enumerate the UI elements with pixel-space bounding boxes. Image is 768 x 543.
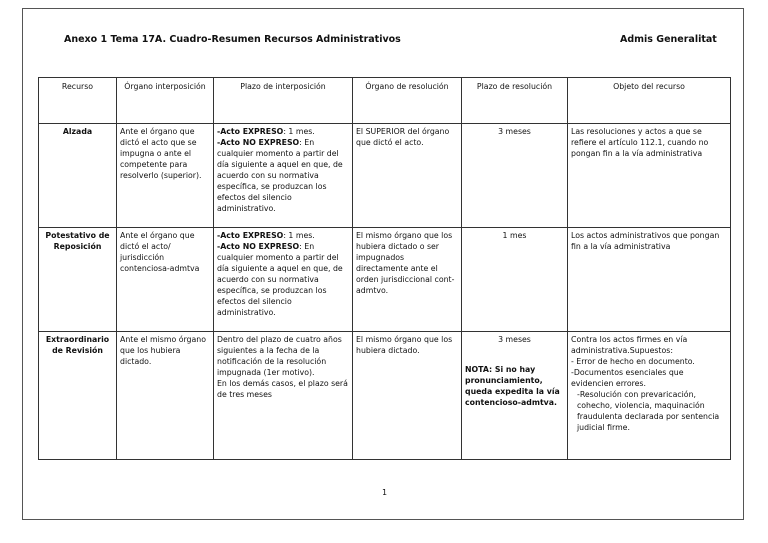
table-row bbox=[39, 124, 731, 228]
no-expreso-label: -Acto NO EXPRESO bbox=[217, 138, 300, 147]
recurso-cell: Alzada bbox=[39, 124, 117, 228]
no-expreso-text: : En cualquier momento a partir del día siguiente a aquel en que, de acuerdo con su normativa específica, se produzcan los efectos del silencio administrativo. bbox=[217, 138, 343, 213]
objeto-cell: Las resoluciones y actos a que se refiere el artículo 112.1, cuando no pongan fin a la vía administrativa bbox=[568, 124, 731, 228]
organo-interposicion-cell: Ante el mismo órgano que los hubiera dictado. bbox=[117, 332, 214, 460]
objeto-line: Contra los actos firmes en vía administrativa.Supuestos: bbox=[571, 335, 688, 355]
plazo-paragraph: Dentro del plazo de cuatro años siguientes a la fecha de la notificación de la resolución impugnada (1er motivo). bbox=[217, 335, 342, 377]
organo-resolucion-cell: El mismo órgano que los hubiera dictado. bbox=[353, 332, 462, 460]
organo-interposicion-cell: Ante el órgano que dictó el acto que se impugna o ante el competente para resolverlo (superior). bbox=[117, 124, 214, 228]
objeto-line: -Documentos esenciales que evidencien errores. bbox=[571, 368, 684, 388]
plazo-interposicion-cell bbox=[214, 228, 353, 332]
table-header-row bbox=[39, 78, 731, 124]
column-header: Plazo de resolución bbox=[462, 78, 568, 124]
page-number: 1 bbox=[382, 488, 388, 497]
table-row bbox=[39, 228, 731, 332]
plazo-resolucion-cell: 3 meses bbox=[462, 124, 568, 228]
column-header: Recurso bbox=[39, 78, 117, 124]
plazo-interposicion-cell bbox=[214, 124, 353, 228]
objeto-line: -Resolución con prevaricación, cohecho, violencia, maquinación fraudulenta declarada por sentencia judicial firme. bbox=[577, 390, 720, 432]
table-row bbox=[39, 332, 731, 460]
expreso-label: -Acto EXPRESO bbox=[217, 127, 284, 136]
plazo-interposicion-cell bbox=[214, 332, 353, 460]
recurso-cell: Extraordinario de Revisión bbox=[39, 332, 117, 460]
organo-resolucion-cell: El SUPERIOR del órgano que dictó el acto. bbox=[353, 124, 462, 228]
objeto-cell bbox=[568, 332, 731, 460]
expreso-label: -Acto EXPRESO bbox=[217, 231, 284, 240]
summary-table bbox=[38, 77, 731, 460]
column-header: Órgano interposición bbox=[117, 78, 214, 124]
nota-text: NOTA: Si no hay pronunciamiento, queda expedita la vía contencioso-admtva. bbox=[465, 365, 560, 407]
objeto-cell: Los actos administrativos que pongan fin a la vía administrativa bbox=[568, 228, 731, 332]
document-header-right: Admis Generalitat bbox=[620, 34, 717, 45]
recurso-cell: Potestativo de Reposición bbox=[39, 228, 117, 332]
column-header: Plazo de interposición bbox=[214, 78, 353, 124]
plazo-resolucion-cell: 1 mes bbox=[462, 228, 568, 332]
plazo-paragraph: En los demás casos, el plazo será de tres meses bbox=[217, 379, 348, 399]
objeto-line: - Error de hecho en documento. bbox=[571, 357, 695, 366]
document-title: Anexo 1 Tema 17A. Cuadro-Resumen Recursos Administrativos bbox=[64, 34, 401, 45]
column-header: Objeto del recurso bbox=[568, 78, 731, 124]
organo-interposicion-cell: Ante el órgano que dictó el acto/ jurisdicción contenciosa-admtva bbox=[117, 228, 214, 332]
column-header: Órgano de resolución bbox=[353, 78, 462, 124]
plazo-resolucion-value: 3 meses bbox=[498, 335, 531, 344]
plazo-resolucion-cell bbox=[462, 332, 568, 460]
expreso-text: : 1 mes. bbox=[283, 127, 315, 136]
no-expreso-label: -Acto NO EXPRESO bbox=[217, 242, 300, 251]
no-expreso-text: : En cualquier momento a partir del día siguiente a aquel en que, de acuerdo con su normativa específica, se produzcan los efectos del silencio administrativo. bbox=[217, 242, 343, 317]
expreso-text: : 1 mes. bbox=[283, 231, 315, 240]
organo-resolucion-cell: El mismo órgano que los hubiera dictado o ser impugnados directamente ante el orden jurisdiccional cont-admtvo. bbox=[353, 228, 462, 332]
